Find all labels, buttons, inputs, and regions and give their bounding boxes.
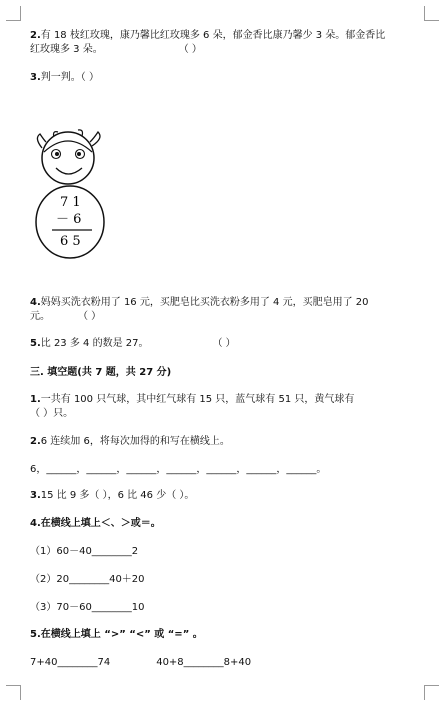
question-text: 判一判。（ ） [40, 72, 99, 83]
question-text: 6 连续加 6，将每次加得的和写在横线上。 [40, 436, 230, 447]
compare-item: 7+40________74 [30, 657, 111, 668]
fill-question-2 [30, 436, 230, 448]
question-text: 15 比 9 多（ ），6 比 46 少（ ）。 [40, 490, 195, 501]
question-text: 有 18 枝红玫瑰，康乃馨比红玫瑰多 6 朵，郁金香比康乃馨少 3 朵。郁金香比 [40, 30, 386, 41]
question-2-line-2 [30, 44, 202, 56]
question-number: 3. [30, 490, 41, 501]
question-text: 在横线上填上 “>” “<” 或 “=” 。 [40, 629, 203, 640]
question-number: 3. [30, 72, 41, 83]
question-text: 在横线上填上＜、＞或＝。 [40, 518, 161, 529]
answer-paren: （ ） [212, 338, 236, 349]
question-5 [30, 338, 236, 350]
crop-mark-bottom-left [6, 685, 21, 700]
fill-question-4 [30, 518, 161, 530]
question-text: 一共有 100 只气球，其中红气球有 15 只，蓝气球有 51 只，黄气球有 [40, 394, 355, 405]
compare-item: （1）60－40________2 [30, 546, 139, 557]
compare-row [30, 657, 251, 669]
crop-mark-bottom-right [424, 685, 439, 700]
question-3 [30, 72, 99, 84]
fill-question-3 [30, 490, 194, 502]
crop-mark-top-right [424, 6, 439, 21]
subtrahend: － 6 [56, 212, 82, 227]
number-sequence-blanks: 6，______，______，______，______，______，______，______。 [30, 464, 327, 475]
fill-question-1-line-1 [30, 394, 354, 406]
question-number: 5. [30, 338, 41, 349]
crop-mark-top-left [6, 6, 21, 21]
answer-paren: （ ） [78, 311, 102, 322]
compare-item: 40+8________8+40 [156, 657, 252, 668]
question-text: 元。 [30, 311, 50, 322]
minuend: 7 1 [60, 195, 81, 210]
question-number: 4. [30, 518, 41, 529]
question-text: 妈妈买洗衣粉用了 16 元，买肥皂比买洗衣粉多用了 4 元，买肥皂用了 20 [40, 297, 369, 308]
question-number: 2. [30, 30, 41, 41]
question-text: 比 23 多 4 的数是 27。 [40, 338, 149, 349]
question-number: 1. [30, 394, 41, 405]
question-4-line-2 [30, 311, 101, 323]
question-text: 红玫瑰多 3 朵。 [30, 44, 103, 55]
question-number: 5. [30, 629, 41, 640]
question-number: 4. [30, 297, 41, 308]
section-title: 三. 填空题(共 7 题，共 27 分) [30, 367, 172, 378]
answer-paren: （ ） [178, 44, 202, 55]
cartoon-subtraction-figure [26, 124, 116, 260]
fill-question-1-line-2: （ ）只。 [30, 408, 74, 419]
question-4-line-1 [30, 297, 368, 309]
difference: 6 5 [60, 234, 81, 249]
question-number: 2. [30, 436, 41, 447]
compare-item: （2）20________40＋20 [30, 574, 145, 585]
question-2-line-1 [30, 30, 385, 42]
fill-question-5 [30, 629, 203, 641]
compare-item: （3）70－60________10 [30, 602, 145, 613]
